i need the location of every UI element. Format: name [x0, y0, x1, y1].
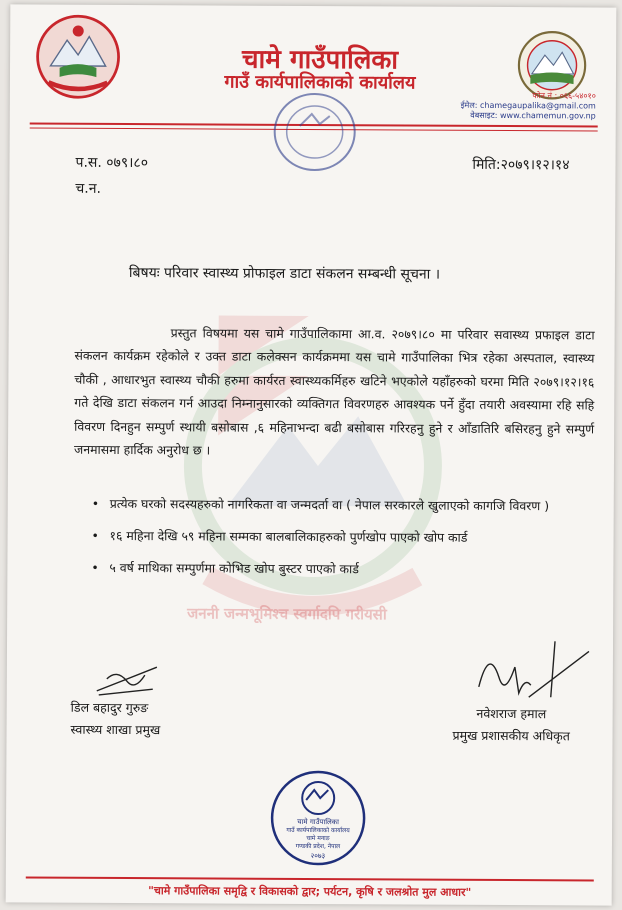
seal-line4: गण्डकी प्रदेश, नेपाल: [295, 842, 341, 851]
nepal-emblem-icon: [32, 11, 124, 103]
office-stamp-icon: [259, 86, 369, 177]
website-value: www.chamemun.gov.np: [499, 110, 596, 121]
left-signatory-title: स्वास्थ्य शाखा प्रमुख: [70, 721, 161, 738]
letter-body-text: प्रस्तुत विषयमा यस चामे गाउँपालिकामा आ.व. २०७९।८० मा परिवार सवास्थ्य प्रफाइल डाटा संकलन कार्यक्रम रहेकोले र उक्त डाटा कलेक्सन कार्यक्रममा यस चामे गाउँपालिका भित्र रहेका अस्पताल, स्वास्थ्य चौकी , आधारभुत स्वास्थ्य चौकी हरुमा कार्यरत स्वास्थ्यकर्मिहरु खटिने भएकोले यहाँहरुको घरमा मिति २०७९।१२।१६ गते देखि डाटा संकलन गर्न आउदा निम्नानुसारको व्यक्तिगत विवरणहरु आवश्यक पर्ने हुँदा तयारी अवस्यामा रहि सहि विवरण दिनहुन सम्पुर्ण स्थायी बसोबास ,६ महिनाभन्दा बढी बसोबास गरिरहनु हुने र आँडातिरि बसिरहनु हुने सम्पुर्ण जनमासमा हार्दिक अनुरोध छ ।: [73, 325, 595, 458]
office-subtitle: गाउँ कार्यपालिकाको कार्यालय: [224, 71, 416, 94]
requirement-list: [91, 493, 581, 592]
seal-line2: गाउँ कार्यपालिकाको कार्यालय: [286, 826, 350, 835]
letter-body: [74, 321, 595, 464]
official-seal-icon: [268, 768, 369, 869]
left-signatory-name: डिल बहादुर गुरुङ: [70, 699, 149, 716]
letter-date: मिति:२०७९।१२।१४: [472, 156, 570, 174]
website-label: वेबसाइट:: [470, 110, 498, 120]
right-signature-icon: [459, 637, 599, 708]
reference-number: प.स. ०७९।८०: [75, 154, 149, 172]
right-signatory: [452, 703, 570, 748]
seal-year: २०७३: [310, 852, 326, 861]
email-value: chamegaupalika@gmail.com: [479, 100, 596, 111]
footer-slogan: "चामे गाउँपालिका समृद्वि र विकासको द्वार; पर्यटन, कृषि र जलश्रोत मुल आधार": [148, 884, 472, 899]
footer-divider: [26, 877, 594, 882]
dispatch-number: च.न.: [75, 180, 101, 197]
list-item: • १६ महिना देखि ५९ महिना सम्मका बालबालिकाहरुको पुर्णखोप पाएको खोप कार्ड: [92, 525, 582, 550]
list-item: • ५ वर्ष माथिका सम्पुर्णमा कोभिड खोप बुस्टर पाएको कार्ड: [91, 557, 581, 582]
right-signatory-name: नवेशराज हमाल: [476, 705, 547, 722]
website-line: [396, 110, 596, 121]
letter-subject: बिषयः परिवार स्वास्थ्य प्रोफाइल डाटा संकलन सम्बन्धी सूचना ।: [128, 265, 441, 283]
left-signatory: [71, 697, 161, 741]
left-signature-icon: [87, 661, 167, 701]
email-label: ईमेल:: [460, 100, 478, 110]
list-item: • प्रत्येक घरको सदस्यहरुको नागरिकता वा जन्मदर्ता वा ( नेपाल सरकारले खुलाएको कागजि विवरण ): [92, 493, 582, 518]
letter-page: [6, 4, 617, 905]
seal-line1: चामे गाउँपालिका: [297, 817, 339, 827]
watermark-motto: जननी जन्मभूमिश्च स्वर्गादपि गरीयसी: [187, 604, 387, 624]
contact-block: [396, 90, 596, 121]
right-signatory-title: प्रमुख प्रशासकीय अधिकृत: [452, 727, 570, 744]
phone-line: फोन नं : ०६६-५४०१०: [532, 91, 596, 101]
municipality-title: चामे गाउँपालिका: [241, 44, 399, 76]
seal-line3: चामे मनाङ: [306, 834, 330, 843]
